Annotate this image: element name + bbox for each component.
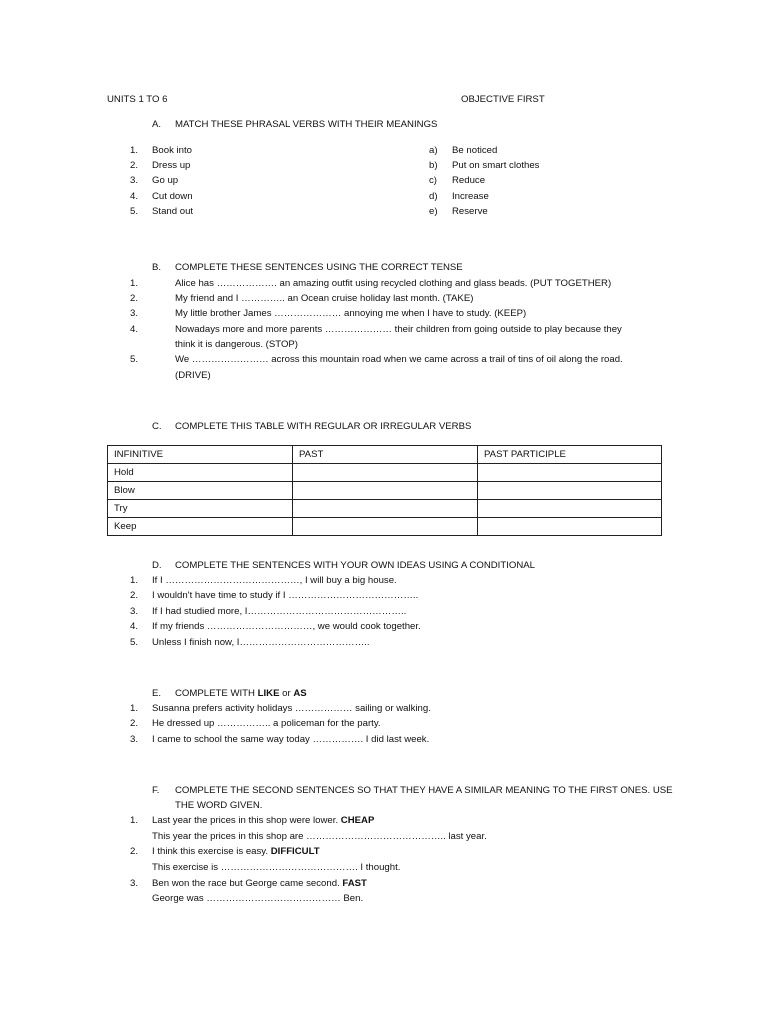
list-number: 4. xyxy=(129,621,138,632)
past-participle-blank-cell[interactable] xyxy=(478,464,662,482)
conditional-sentence: Unless I finish now, I………………………………….. xyxy=(152,637,370,648)
like-as-sentence: He dressed up …………….. a policeman for the party. xyxy=(152,718,381,729)
exercise-sentence: My friend and I ………….. an Ocean cruise holiday last month. (TAKE) xyxy=(175,293,474,304)
section-e-label: E. xyxy=(152,688,162,699)
list-number: 4. xyxy=(129,324,138,335)
sentence-text: Ben won the race but George came second. xyxy=(152,878,343,889)
infinitive-cell: Keep xyxy=(108,518,293,536)
exercise-sentence: We …………………… across this mountain road when we came across a trail of tins of oil along the road. xyxy=(175,354,623,365)
list-number: 2. xyxy=(129,718,138,729)
exercise-sentence: My little brother James ………………… annoying me when I have to study. (KEEP) xyxy=(175,308,527,319)
exercise-sentence-continued: (DRIVE) xyxy=(175,370,211,381)
section-a-title: MATCH THESE PHRASAL VERBS WITH THEIR MEANINGS xyxy=(175,119,438,130)
title-as: AS xyxy=(293,688,307,699)
phrasal-verb: Stand out xyxy=(152,206,194,217)
list-number: 2. xyxy=(129,293,138,304)
section-f-title: COMPLETE THE SECOND SENTENCES SO THAT THEY HAVE A SIMILAR MEANING TO THE FIRST ONES. USE xyxy=(175,785,673,796)
verb-meaning: Put on smart clothes xyxy=(452,160,540,171)
table-row xyxy=(108,500,662,518)
verb-meaning: Reserve xyxy=(452,206,488,217)
second-sentence: This exercise is ……………………………………. I thought. xyxy=(152,862,401,873)
section-b-label: B. xyxy=(152,262,162,273)
infinitive-cell: Try xyxy=(108,500,293,518)
list-number: 1. xyxy=(129,278,138,289)
table-row xyxy=(108,518,662,536)
list-number: 3. xyxy=(129,308,138,319)
exercise-sentence-continued: think it is dangerous. (STOP) xyxy=(175,339,298,350)
list-letter: d) xyxy=(429,191,438,202)
list-number: 3. xyxy=(129,175,138,186)
key-word: DIFFICULT xyxy=(270,846,320,857)
past-participle-blank-cell[interactable] xyxy=(478,518,662,536)
section-f-title-continued: THE WORD GIVEN. xyxy=(175,800,263,811)
list-number: 1. xyxy=(129,703,138,714)
first-sentence xyxy=(152,816,374,826)
past-participle-blank-cell[interactable] xyxy=(478,500,662,518)
column-header: INFINITIVE xyxy=(108,446,293,464)
conditional-sentence: If I had studied more, I………………………………………….. xyxy=(152,606,407,617)
list-number: 2. xyxy=(129,846,138,857)
sentence-text: I think this exercise is easy. xyxy=(152,846,271,857)
phrasal-verb: Go up xyxy=(152,175,179,186)
section-e-title xyxy=(175,689,307,699)
past-blank-cell[interactable] xyxy=(293,518,478,536)
list-number: 3. xyxy=(129,878,138,889)
section-f-label: F. xyxy=(152,785,160,796)
past-blank-cell[interactable] xyxy=(293,500,478,518)
past-blank-cell[interactable] xyxy=(293,464,478,482)
key-word: CHEAP xyxy=(340,815,375,826)
exercise-sentence: Nowadays more and more parents ………………… their children from going outside to play because they xyxy=(175,324,622,335)
verb-table xyxy=(107,445,662,536)
sentence-text: Last year the prices in this shop were lower. xyxy=(152,815,341,826)
title-text: COMPLETE WITH xyxy=(175,688,258,699)
exercise-sentence: Alice has ………………. an amazing outfit using recycled clothing and glass beads. (PUT TOGETHER) xyxy=(175,278,612,289)
first-sentence xyxy=(152,847,320,857)
title-like: LIKE xyxy=(257,688,280,699)
list-letter: c) xyxy=(429,175,437,186)
section-c-title: COMPLETE THIS TABLE WITH REGULAR OR IRREGULAR VERBS xyxy=(175,421,472,432)
units-heading: UNITS 1 TO 6 xyxy=(107,94,168,105)
phrasal-verb: Cut down xyxy=(152,191,193,202)
list-letter: e) xyxy=(429,206,438,217)
first-sentence xyxy=(152,879,367,889)
list-letter: a) xyxy=(429,145,438,156)
column-header: PAST PARTICIPLE xyxy=(478,446,662,464)
phrasal-verb: Dress up xyxy=(152,160,191,171)
past-participle-blank-cell[interactable] xyxy=(478,482,662,500)
conditional-sentence: If I ……………………………………, I will buy a big house. xyxy=(152,575,397,586)
list-letter: b) xyxy=(429,160,438,171)
section-b-title: COMPLETE THESE SENTENCES USING THE CORRECT TENSE xyxy=(175,262,463,273)
section-a-label: A. xyxy=(152,119,162,130)
verb-meaning: Be noticed xyxy=(452,145,498,156)
list-number: 1. xyxy=(129,145,138,156)
verb-meaning: Reduce xyxy=(452,175,486,186)
list-number: 1. xyxy=(129,815,138,826)
list-number: 3. xyxy=(129,606,138,617)
like-as-sentence: Susanna prefers activity holidays ……………… sailing or walking. xyxy=(152,703,431,714)
list-number: 2. xyxy=(129,160,138,171)
list-number: 2. xyxy=(129,590,138,601)
verb-meaning: Increase xyxy=(452,191,489,202)
conditional-sentence: If my friends ……………………………, we would cook together. xyxy=(152,621,421,632)
past-blank-cell[interactable] xyxy=(293,482,478,500)
infinitive-cell: Hold xyxy=(108,464,293,482)
list-number: 5. xyxy=(129,354,138,365)
table-row xyxy=(108,482,662,500)
title-or: or xyxy=(279,688,294,699)
book-title: OBJECTIVE FIRST xyxy=(461,94,545,105)
second-sentence: This year the prices in this shop are …………………………………….. last year. xyxy=(152,831,487,842)
second-sentence: George was …………………………………… Ben. xyxy=(152,893,364,904)
section-d-label: D. xyxy=(152,560,162,571)
infinitive-cell: Blow xyxy=(108,482,293,500)
list-number: 4. xyxy=(129,191,138,202)
list-number: 1. xyxy=(129,575,138,586)
table-header-row xyxy=(108,446,662,464)
like-as-sentence: I came to school the same way today ……………. I did last week. xyxy=(152,734,430,745)
list-number: 5. xyxy=(129,206,138,217)
key-word: FAST xyxy=(342,878,367,889)
section-d-title: COMPLETE THE SENTENCES WITH YOUR OWN IDEAS USING A CONDITIONAL xyxy=(175,560,535,571)
list-number: 5. xyxy=(129,637,138,648)
table-row xyxy=(108,464,662,482)
section-c-label: C. xyxy=(152,421,162,432)
column-header: PAST xyxy=(293,446,478,464)
phrasal-verb: Book into xyxy=(152,145,193,156)
conditional-sentence: I wouldn't have time to study if I ………………………………….. xyxy=(152,590,419,601)
list-number: 3. xyxy=(129,734,138,745)
